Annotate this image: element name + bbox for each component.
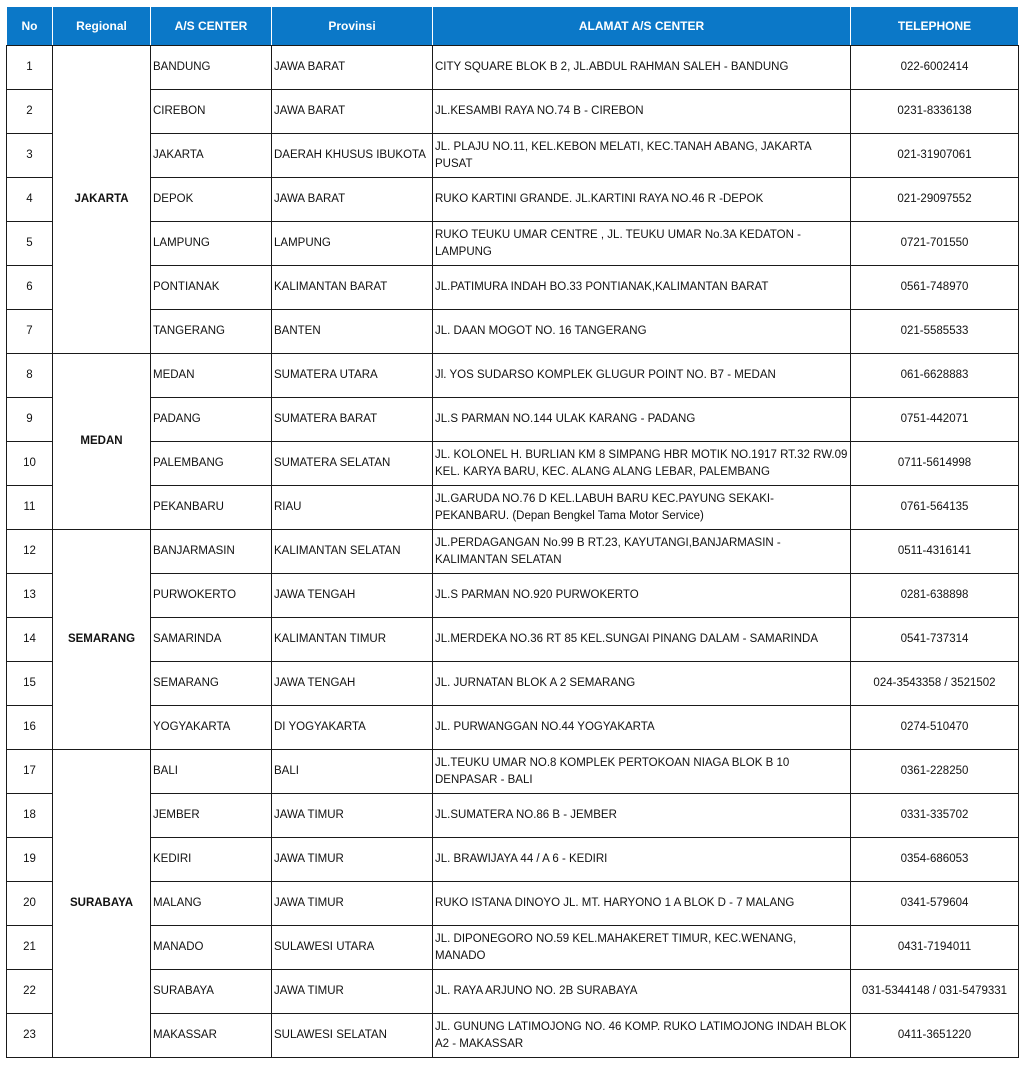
alamat-cell: RUKO KARTINI GRANDE. JL.KARTINI RAYA NO.46 R -DEPOK	[433, 178, 851, 222]
provinsi-cell: DI YOGYAKARTA	[272, 706, 433, 750]
row-number: 22	[7, 970, 53, 1014]
header-provinsi: Provinsi	[272, 7, 433, 46]
table-row	[7, 618, 1019, 662]
telephone-cell: 021-29097552	[851, 178, 1019, 222]
as-center-cell: MAKASSAR	[151, 1014, 272, 1058]
telephone-cell: 0274-510470	[851, 706, 1019, 750]
as-center-cell: PEKANBARU	[151, 486, 272, 530]
as-center-cell: TANGERANG	[151, 310, 272, 354]
service-center-table	[6, 6, 1019, 1058]
alamat-cell: JL.S PARMAN NO.144 ULAK KARANG - PADANG	[433, 398, 851, 442]
table-body	[7, 46, 1019, 1058]
telephone-cell: 061-6628883	[851, 354, 1019, 398]
alamat-cell: JL.KESAMBI RAYA NO.74 B - CIREBON	[433, 90, 851, 134]
as-center-cell: YOGYAKARTA	[151, 706, 272, 750]
provinsi-cell: JAWA TENGAH	[272, 574, 433, 618]
telephone-cell: 031-5344148 / 031-5479331	[851, 970, 1019, 1014]
table-row	[7, 90, 1019, 134]
regional-cell: JAKARTA	[53, 46, 151, 354]
row-number: 20	[7, 882, 53, 926]
telephone-cell: 0561-748970	[851, 266, 1019, 310]
table-row	[7, 530, 1019, 574]
provinsi-cell: BALI	[272, 750, 433, 794]
row-number: 2	[7, 90, 53, 134]
table-row	[7, 46, 1019, 90]
row-number: 9	[7, 398, 53, 442]
table-row	[7, 222, 1019, 266]
table-header	[7, 7, 1019, 46]
table-row	[7, 706, 1019, 750]
table-row	[7, 794, 1019, 838]
provinsi-cell: SUMATERA SELATAN	[272, 442, 433, 486]
alamat-cell: JL.MERDEKA NO.36 RT 85 KEL.SUNGAI PINANG DALAM - SAMARINDA	[433, 618, 851, 662]
alamat-cell: JL.PATIMURA INDAH BO.33 PONTIANAK,KALIMANTAN BARAT	[433, 266, 851, 310]
table-row	[7, 486, 1019, 530]
telephone-cell: 0541-737314	[851, 618, 1019, 662]
provinsi-cell: LAMPUNG	[272, 222, 433, 266]
provinsi-cell: JAWA TIMUR	[272, 882, 433, 926]
row-number: 4	[7, 178, 53, 222]
alamat-cell: JL. RAYA ARJUNO NO. 2B SURABAYA	[433, 970, 851, 1014]
alamat-cell: Jl. YOS SUDARSO KOMPLEK GLUGUR POINT NO. B7 - MEDAN	[433, 354, 851, 398]
header-no: No	[7, 7, 53, 46]
alamat-cell: JL. JURNATAN BLOK A 2 SEMARANG	[433, 662, 851, 706]
row-number: 5	[7, 222, 53, 266]
as-center-cell: PURWOKERTO	[151, 574, 272, 618]
row-number: 11	[7, 486, 53, 530]
table-row	[7, 266, 1019, 310]
alamat-cell: JL. PURWANGGAN NO.44 YOGYAKARTA	[433, 706, 851, 750]
table-row	[7, 178, 1019, 222]
row-number: 16	[7, 706, 53, 750]
telephone-cell: 0511-4316141	[851, 530, 1019, 574]
as-center-cell: PONTIANAK	[151, 266, 272, 310]
as-center-cell: MEDAN	[151, 354, 272, 398]
as-center-cell: JEMBER	[151, 794, 272, 838]
provinsi-cell: BANTEN	[272, 310, 433, 354]
alamat-cell: JL.SUMATERA NO.86 B - JEMBER	[433, 794, 851, 838]
provinsi-cell: JAWA TIMUR	[272, 838, 433, 882]
row-number: 15	[7, 662, 53, 706]
alamat-cell: JL. BRAWIJAYA 44 / A 6 - KEDIRI	[433, 838, 851, 882]
table-row	[7, 926, 1019, 970]
table-row	[7, 134, 1019, 178]
provinsi-cell: JAWA TIMUR	[272, 794, 433, 838]
telephone-cell: 0341-579604	[851, 882, 1019, 926]
header-alamat: ALAMAT A/S CENTER	[433, 7, 851, 46]
provinsi-cell: JAWA BARAT	[272, 90, 433, 134]
telephone-cell: 0331-335702	[851, 794, 1019, 838]
as-center-cell: JAKARTA	[151, 134, 272, 178]
row-number: 23	[7, 1014, 53, 1058]
telephone-cell: 0354-686053	[851, 838, 1019, 882]
provinsi-cell: SUMATERA UTARA	[272, 354, 433, 398]
row-number: 3	[7, 134, 53, 178]
telephone-cell: 0431-7194011	[851, 926, 1019, 970]
as-center-cell: PADANG	[151, 398, 272, 442]
as-center-cell: KEDIRI	[151, 838, 272, 882]
alamat-cell: JL. PLAJU NO.11, KEL.KEBON MELATI, KEC.TANAH ABANG, JAKARTA PUSAT	[433, 134, 851, 178]
as-center-cell: LAMPUNG	[151, 222, 272, 266]
row-number: 17	[7, 750, 53, 794]
header-as-center: A/S CENTER	[151, 7, 272, 46]
table-row	[7, 970, 1019, 1014]
provinsi-cell: SUMATERA BARAT	[272, 398, 433, 442]
row-number: 6	[7, 266, 53, 310]
provinsi-cell: JAWA TENGAH	[272, 662, 433, 706]
alamat-cell: JL.PERDAGANGAN No.99 B RT.23, KAYUTANGI,BANJARMASIN - KALIMANTAN SELATAN	[433, 530, 851, 574]
telephone-cell: 0711-5614998	[851, 442, 1019, 486]
as-center-cell: BANDUNG	[151, 46, 272, 90]
alamat-cell: JL.S PARMAN NO.920 PURWOKERTO	[433, 574, 851, 618]
provinsi-cell: JAWA BARAT	[272, 46, 433, 90]
as-center-cell: MALANG	[151, 882, 272, 926]
provinsi-cell: JAWA TIMUR	[272, 970, 433, 1014]
telephone-cell: 0751-442071	[851, 398, 1019, 442]
row-number: 14	[7, 618, 53, 662]
row-number: 19	[7, 838, 53, 882]
table-row	[7, 310, 1019, 354]
as-center-cell: SURABAYA	[151, 970, 272, 1014]
telephone-cell: 0761-564135	[851, 486, 1019, 530]
row-number: 12	[7, 530, 53, 574]
row-number: 8	[7, 354, 53, 398]
row-number: 13	[7, 574, 53, 618]
table-row	[7, 442, 1019, 486]
service-center-table-container	[6, 6, 1019, 1058]
table-row	[7, 574, 1019, 618]
table-row	[7, 838, 1019, 882]
telephone-cell: 0411-3651220	[851, 1014, 1019, 1058]
as-center-cell: MANADO	[151, 926, 272, 970]
telephone-cell: 021-5585533	[851, 310, 1019, 354]
header-telephone: TELEPHONE	[851, 7, 1019, 46]
row-number: 10	[7, 442, 53, 486]
telephone-cell: 0361-228250	[851, 750, 1019, 794]
telephone-cell: 022-6002414	[851, 46, 1019, 90]
alamat-cell: JL. GUNUNG LATIMOJONG NO. 46 KOMP. RUKO LATIMOJONG INDAH BLOK A2 - MAKASSAR	[433, 1014, 851, 1058]
alamat-cell: CITY SQUARE BLOK B 2, JL.ABDUL RAHMAN SALEH - BANDUNG	[433, 46, 851, 90]
row-number: 21	[7, 926, 53, 970]
table-row	[7, 1014, 1019, 1058]
alamat-cell: JL.GARUDA NO.76 D KEL.LABUH BARU KEC.PAYUNG SEKAKI- PEKANBARU. (Depan Bengkel Tama Motor Service)	[433, 486, 851, 530]
provinsi-cell: KALIMANTAN TIMUR	[272, 618, 433, 662]
telephone-cell: 021-31907061	[851, 134, 1019, 178]
row-number: 1	[7, 46, 53, 90]
table-row	[7, 882, 1019, 926]
row-number: 18	[7, 794, 53, 838]
header-row	[7, 7, 1019, 46]
telephone-cell: 024-3543358 / 3521502	[851, 662, 1019, 706]
table-row	[7, 662, 1019, 706]
as-center-cell: SAMARINDA	[151, 618, 272, 662]
as-center-cell: DEPOK	[151, 178, 272, 222]
provinsi-cell: KALIMANTAN SELATAN	[272, 530, 433, 574]
provinsi-cell: SULAWESI UTARA	[272, 926, 433, 970]
provinsi-cell: JAWA BARAT	[272, 178, 433, 222]
as-center-cell: BALI	[151, 750, 272, 794]
provinsi-cell: SULAWESI SELATAN	[272, 1014, 433, 1058]
as-center-cell: CIREBON	[151, 90, 272, 134]
alamat-cell: JL. DIPONEGORO NO.59 KEL.MAHAKERET TIMUR, KEC.WENANG, MANADO	[433, 926, 851, 970]
telephone-cell: 0231-8336138	[851, 90, 1019, 134]
alamat-cell: JL. KOLONEL H. BURLIAN KM 8 SIMPANG HBR MOTIK NO.1917 RT.32 RW.09 KEL. KARYA BARU, KEC. ALANG ALANG LEBAR, PALEMBANG	[433, 442, 851, 486]
telephone-cell: 0281-638898	[851, 574, 1019, 618]
provinsi-cell: KALIMANTAN BARAT	[272, 266, 433, 310]
as-center-cell: PALEMBANG	[151, 442, 272, 486]
header-regional: Regional	[53, 7, 151, 46]
telephone-cell: 0721-701550	[851, 222, 1019, 266]
as-center-cell: BANJARMASIN	[151, 530, 272, 574]
provinsi-cell: DAERAH KHUSUS IBUKOTA	[272, 134, 433, 178]
table-row	[7, 398, 1019, 442]
row-number: 7	[7, 310, 53, 354]
table-row	[7, 750, 1019, 794]
alamat-cell: JL. DAAN MOGOT NO. 16 TANGERANG	[433, 310, 851, 354]
alamat-cell: JL.TEUKU UMAR NO.8 KOMPLEK PERTOKOAN NIAGA BLOK B 10 DENPASAR - BALI	[433, 750, 851, 794]
table-row	[7, 354, 1019, 398]
regional-cell: MEDAN	[53, 354, 151, 530]
alamat-cell: RUKO TEUKU UMAR CENTRE , JL. TEUKU UMAR No.3A KEDATON - LAMPUNG	[433, 222, 851, 266]
alamat-cell: RUKO ISTANA DINOYO JL. MT. HARYONO 1 A BLOK D - 7 MALANG	[433, 882, 851, 926]
as-center-cell: SEMARANG	[151, 662, 272, 706]
provinsi-cell: RIAU	[272, 486, 433, 530]
regional-cell: SEMARANG	[53, 530, 151, 750]
regional-cell: SURABAYA	[53, 750, 151, 1058]
